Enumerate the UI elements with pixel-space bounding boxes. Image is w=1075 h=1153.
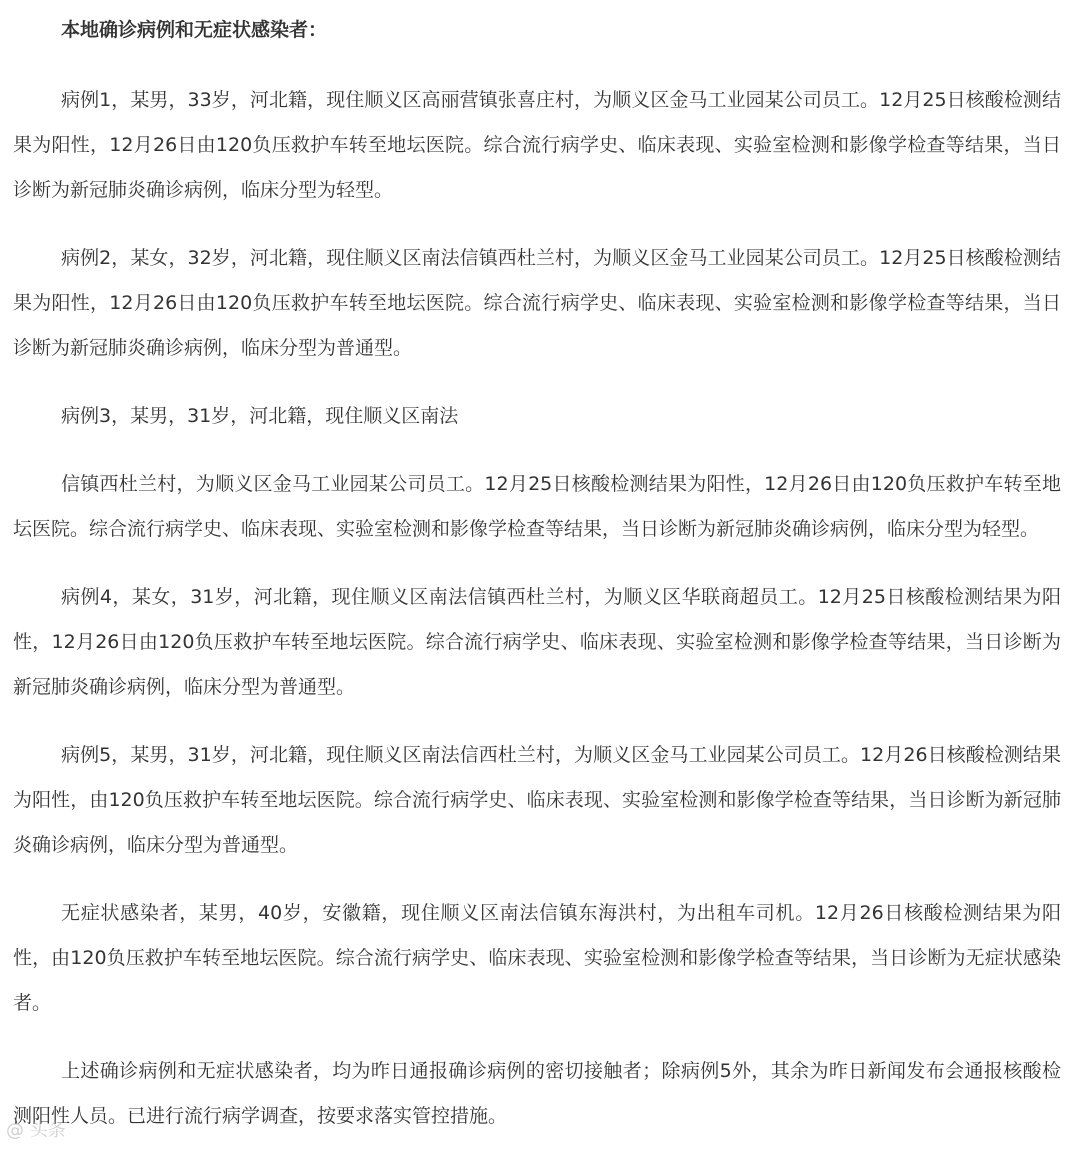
article-body — [13, 12, 1061, 1139]
paragraph-case-3-start: 病例3，某男，31岁，河北籍，现住顺义区南法 — [61, 405, 459, 427]
paragraph-case-1: 病例1，某男，33岁，河北籍，现住顺义区高丽营镇张喜庄村，为顺义区金马工业园某公司员工。12月25日核酸检测结果为阳性，12月26日由120负压救护车转至地坛医院。综合流行病学史、临床表现、实验室检测和影像学检查等结果，当日诊断为新冠肺炎确诊病例，临床分型为轻型。 — [13, 89, 1061, 201]
paragraph-asymptomatic: 无症状感染者，某男，40岁，安徽籍，现住顺义区南法信镇东海洪村，为出租车司机。12月26日核酸检测结果为阳性，由120负压救护车转至地坛医院。综合流行病学史、临床表现、实验室检测和影像学检查等结果，当日诊断为无症状感染者。 — [13, 902, 1061, 1014]
paragraph-case-4: 病例4，某女，31岁，河北籍，现住顺义区南法信镇西杜兰村，为顺义区华联商超员工。12月25日核酸检测结果为阳性，12月26日由120负压救护车转至地坛医院。综合流行病学史、临床表现、实验室检测和影像学检查等结果，当日诊断为新冠肺炎确诊病例，临床分型为普通型。 — [13, 586, 1061, 698]
paragraph-case-3-continued: 信镇西杜兰村，为顺义区金马工业园某公司员工。12月25日核酸检测结果为阳性，12月26日由120负压救护车转至地坛医院。综合流行病学史、临床表现、实验室检测和影像学检查等结果，当日诊断为新冠肺炎确诊病例，临床分型为轻型。 — [13, 473, 1061, 540]
section-heading: 本地确诊病例和无症状感染者： — [61, 19, 328, 41]
watermark-logo: @ 头条 — [6, 1120, 66, 1141]
paragraph-case-2: 病例2，某女，32岁，河北籍，现住顺义区南法信镇西杜兰村，为顺义区金马工业园某公司员工。12月25日核酸检测结果为阳性，12月26日由120负压救护车转至地坛医院。综合流行病学史、临床表现、实验室检测和影像学检查等结果，当日诊断为新冠肺炎确诊病例，临床分型为普通型。 — [13, 247, 1061, 359]
paragraph-case-5: 病例5，某男，31岁，河北籍，现住顺义区南法信西杜兰村，为顺义区金马工业园某公司员工。12月26日核酸检测结果为阳性，由120负压救护车转至地坛医院。综合流行病学史、临床表现、实验室检测和影像学检查等结果，当日诊断为新冠肺炎确诊病例，临床分型为普通型。 — [13, 744, 1061, 856]
paragraph-summary: 上述确诊病例和无症状感染者，均为昨日通报确诊病例的密切接触者；除病例5外，其余为昨日新闻发布会通报核酸检测阳性人员。已进行流行病学调查，按要求落实管控措施。 — [13, 1060, 1061, 1127]
